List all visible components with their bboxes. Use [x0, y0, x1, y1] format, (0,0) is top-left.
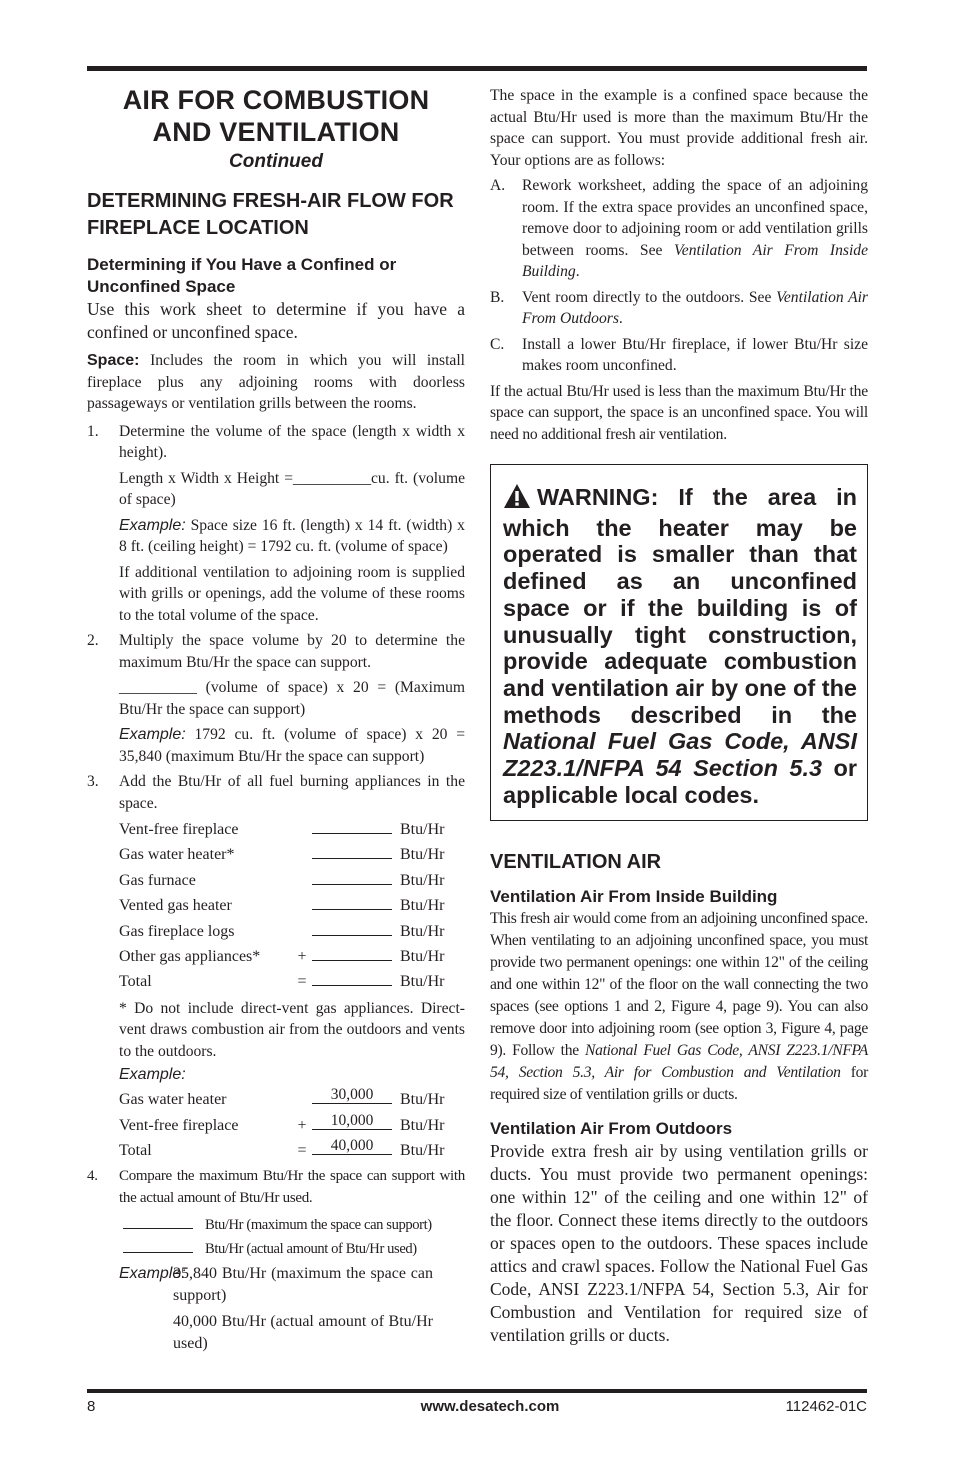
title-line-1: AIR FOR COMBUSTION: [122, 85, 430, 115]
worksheet-row: [87, 841, 465, 866]
row-label: Vent-free fireplace: [119, 821, 239, 838]
step-number: 3.: [87, 773, 99, 790]
unconfined-explanation: If the actual Btu/Hr used is less than the maximum Btu/Hr the space can support, the space is an unconfined space. You will need no additional fresh air ventilation.: [490, 382, 868, 443]
row-value: 30,000: [330, 1086, 374, 1104]
row-unit: Btu/Hr: [400, 973, 445, 991]
option-label: C.: [490, 335, 505, 353]
row-label: Total: [119, 1142, 152, 1160]
compare-label: Btu/Hr (maximum the space can support): [205, 1217, 432, 1234]
compare-blank: [123, 1214, 193, 1229]
row-blank: [312, 1137, 392, 1155]
example-row: [87, 1086, 465, 1111]
example-text: 35,840 Btu/Hr (maximum the space can support): [173, 1265, 433, 1305]
row-unit: Btu/Hr: [400, 897, 445, 915]
outdoors-heading: Ventilation Air From Outdoors: [490, 1119, 733, 1139]
example-text: 1792 cu. ft. (volume of space) x 20 = 35,840 (maximum Btu/Hr the space can support): [119, 726, 465, 765]
example-label: Example:: [119, 516, 186, 534]
row-blank: [312, 968, 392, 986]
section-heading: DETERMINING FRESH-AIR FLOW FOR FIREPLACE LOCATION: [87, 190, 454, 239]
row-blank: [312, 943, 392, 961]
warning-box: [490, 464, 868, 821]
step-4-example-1: [87, 1263, 465, 1307]
outdoors-text: Provide extra fresh air by using ventilation grills or ducts. You must provide two permanent openings: one within 12" of the ceiling and one within 12" of the floor. Connect these items directly to the outdoors or spaces open to the outdoors. These spaces include attics and crawl spaces. Follow the National Fuel Gas Code, ANSI Z223.1/NFPA 54, Section 5.3, Air for Combustion and Ventilation for required size of ventilation grills or ducts.: [490, 1141, 868, 1346]
intro-text: Use this work sheet to determine if you have a confined or unconfined space.: [87, 299, 465, 342]
step-3-example-label: [87, 1066, 465, 1084]
row-blank: [312, 816, 392, 834]
compare-line-max: [87, 1213, 465, 1237]
right-column: [490, 85, 868, 1347]
option-reference: Ventilation Air From Inside Building: [522, 241, 868, 280]
example-label: Example:: [119, 726, 186, 743]
example-worksheet: [87, 1086, 465, 1162]
title-line-2: AND VENTILATION: [152, 117, 400, 147]
option-label: A.: [490, 177, 506, 194]
row-blank: [312, 918, 392, 936]
step-4: [87, 1166, 465, 1209]
row-unit: Btu/Hr: [400, 922, 445, 940]
warning-text: WARNING: If the area in which the heater may be operated is smaller than that defined as an unconfined space or if the building is of unusually tight construction, provide adequate combustion and ventilation air by one of the methods described in the: [503, 484, 857, 728]
space-text: Includes the room in which you will install fireplace plus any adjoining rooms with doorless passageways or ventilation grills between the rooms.: [87, 352, 465, 412]
example-label: Example:: [119, 1265, 186, 1283]
row-label: Gas water heater: [119, 1091, 227, 1109]
row-blank: [312, 1112, 392, 1130]
step-number: 1.: [87, 422, 99, 440]
worksheet-row: [87, 943, 465, 968]
step-2-example: [87, 724, 465, 767]
worksheet-row: [87, 816, 465, 841]
option-a: A. Rework worksheet, adding the space of an adjoining room. If the extra space provides an unconfined space, remove door to adjoining room or add ventilation grills between rooms. See Ventilation Air From Inside Building.: [490, 177, 868, 280]
option-text: Rework worksheet, adding the space of an adjoining room. If the extra space provides an unconfined space, remove door to adjoining room or add ventilation grills between rooms. See: [522, 177, 868, 259]
worksheet-row: [87, 918, 465, 943]
step-1-formula: Length x Width x Height =__________cu. ft. (volume of space): [119, 469, 465, 508]
row-label: Total: [119, 973, 152, 991]
option-text: Install a lower Btu/Hr fireplace, if lower Btu/Hr size makes room unconfined.: [522, 335, 868, 374]
space-lead: Space:: [87, 352, 140, 369]
warning-triangle-icon: [503, 483, 531, 515]
step-text: Add the Btu/Hr of all fuel burning appliances in the space.: [119, 773, 465, 812]
row-label: Gas furnace: [119, 871, 196, 889]
example-label: Example:: [119, 1066, 186, 1084]
row-unit: Btu/Hr: [400, 1116, 445, 1134]
row-unit: Btu/Hr: [400, 1142, 445, 1160]
step-number: 2.: [87, 632, 99, 649]
sub-heading: Determining if You Have a Confined or Unconfined Space: [87, 255, 397, 296]
worksheet-row: [87, 892, 465, 917]
worksheet-row: [87, 867, 465, 892]
row-operator: =: [297, 973, 307, 991]
inside-code-reference: National Fuel Gas Code, ANSI Z223.1/NFPA 54, Section 5.3, Air for Combustion and Ventilation: [490, 1042, 868, 1082]
continued-label: Continued: [229, 151, 323, 172]
top-rule: [87, 66, 867, 71]
left-column: [87, 80, 465, 1355]
option-b: B. Vent room directly to the outdoors. See Ventilation Air From Outdoors.: [490, 288, 868, 327]
warning-code-reference: National Fuel Gas Code, ANSI Z223.1/NFPA 54 Section 5.3: [503, 728, 857, 782]
row-label: Other gas appliances*: [119, 947, 261, 965]
step-4-example-2: [87, 1311, 465, 1355]
example-text: 40,000 Btu/Hr (actual amount of Btu/Hr used): [173, 1313, 433, 1353]
row-label: Vent-free fireplace: [119, 1116, 239, 1134]
step-2: [87, 630, 465, 673]
compare-label: Btu/Hr (actual amount of Btu/Hr used): [205, 1241, 417, 1258]
compare-blank: [123, 1238, 193, 1253]
row-operator: =: [297, 1142, 307, 1160]
inside-text-part1: This fresh air would come from an adjoining unconfined space. When ventilating to an adjoining unconfined space, you must provide two permanent openings: one within 12" of the ceiling and one within 12" of the floor on the wall connecting the two spaces (see options 1 and 2, Figure 4, page 9). You can also remove door into adjoining room (see option 3, Figure 4, page 9). Follow the: [490, 910, 868, 1060]
row-operator: +: [297, 1116, 307, 1134]
row-operator: +: [297, 947, 307, 965]
step-1: [87, 421, 465, 464]
row-blank: [312, 1086, 392, 1104]
row-label: Gas water heater*: [119, 846, 235, 864]
row-value: 40,000: [330, 1137, 374, 1155]
option-c: [490, 334, 868, 377]
step-3: [87, 771, 465, 814]
appliance-worksheet: [87, 816, 465, 994]
step-text: Determine the volume of the space (length x width x height).: [119, 422, 465, 461]
option-reference: Ventilation Air From Outdoors: [522, 288, 868, 327]
row-unit: Btu/Hr: [400, 947, 445, 965]
row-label: Vented gas heater: [119, 897, 232, 915]
worksheet-row-total: [87, 968, 465, 993]
example-row: [87, 1112, 465, 1137]
document-code: 112462-01C: [785, 1398, 867, 1415]
inside-text-part2: for required size of ventilation grills or ducts.: [490, 1064, 868, 1104]
row-unit: Btu/Hr: [400, 871, 445, 889]
compare-line-actual: [87, 1237, 465, 1261]
ventilation-air-heading: VENTILATION AIR: [490, 851, 662, 874]
row-label: Gas fireplace logs: [119, 922, 235, 940]
website-url[interactable]: www.desatech.com: [420, 1398, 560, 1415]
row-value: 10,000: [330, 1111, 374, 1129]
bottom-rule: [87, 1389, 867, 1393]
row-blank: [312, 841, 392, 859]
option-label: B.: [490, 288, 505, 306]
warning-text-end: or applicable local codes.: [503, 755, 858, 808]
page-title: [87, 84, 465, 148]
row-blank: [312, 867, 392, 885]
direct-vent-footnote: * Do not include direct-vent gas appliances. Direct-vent draws combustion air from the outdoors and vents to the outdoors.: [119, 999, 465, 1060]
option-text: Vent room directly to the outdoors. See: [522, 288, 772, 306]
confined-explanation: The space in the example is a confined space because the actual Btu/Hr used is more than the maximum Btu/Hr the space can support. You must provide additional fresh air. Your options are as follows:: [490, 87, 868, 169]
row-unit: Btu/Hr: [400, 846, 445, 864]
inside-building-heading: Ventilation Air From Inside Building: [490, 887, 778, 907]
step-1-note: If additional ventilation to adjoining room is supplied with grills or openings, add the volume of these rooms to the total volume of the space.: [119, 563, 465, 624]
step-text: Multiply the space volume by 20 to determine the maximum Btu/Hr the space can support.: [119, 632, 465, 671]
example-row-total: [87, 1137, 465, 1162]
row-unit: Btu/Hr: [400, 821, 445, 838]
example-text: Space size 16 ft. (length) x 14 ft. (width) x 8 ft. (ceiling height) = 1792 cu. ft. (volume of space): [119, 516, 465, 555]
step-1-example: [87, 515, 465, 558]
step-text: Compare the maximum Btu/Hr the space can support with the actual amount of Btu/Hr used.: [119, 1168, 465, 1206]
step-number: 4.: [87, 1168, 98, 1185]
inside-building-text: [490, 908, 868, 1106]
row-blank: [312, 892, 392, 910]
row-unit: Btu/Hr: [400, 1091, 445, 1109]
page-number: 8: [87, 1398, 96, 1415]
step-2-formula: __________ (volume of space) x 20 = (Maximum Btu/Hr the space can support): [119, 679, 465, 718]
space-definition: [87, 350, 465, 415]
